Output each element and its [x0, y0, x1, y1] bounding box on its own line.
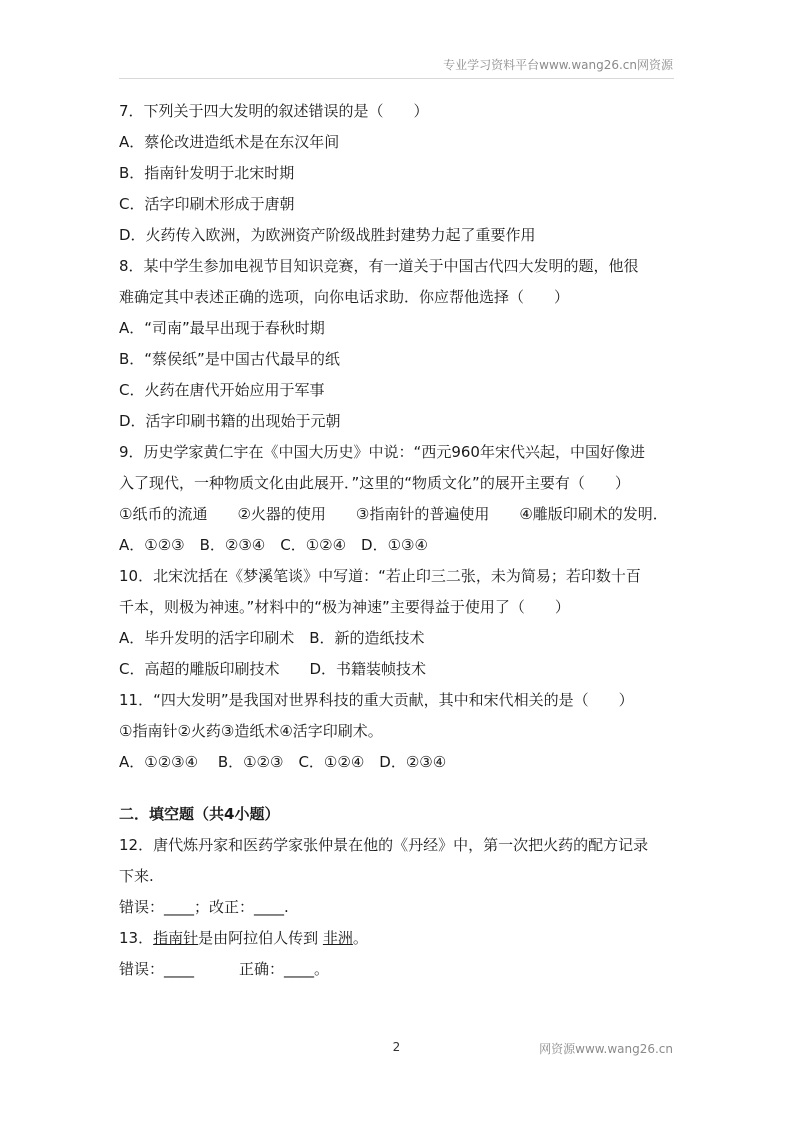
- q13-line1: [119, 923, 677, 954]
- q8-option-d: D．活字印刷书籍的出现始于元朝: [119, 412, 341, 430]
- q12-answer-line: 错误：____；改正：____.: [119, 898, 289, 916]
- q10-stem-line2: 千本，则极为神速。”材料中的“极为神速”主要得益于使用了（ ）: [119, 598, 570, 616]
- q9-stem-line1: 9．历史学家黄仁宇在《中国大历史》中说：“西元960年宋代兴起，中国好像进: [119, 443, 645, 461]
- q9-stem-line2: 入了现代，一种物质文化由此展开．”这里的“物质文化”的展开主要有（ ）: [119, 474, 630, 492]
- q13-end-mark: 。: [352, 929, 368, 947]
- q7-option-a: A．蔡伦改进造纸术是在东汉年间: [119, 133, 340, 151]
- footer-site-label: 网资源www.wang26.cn: [539, 1042, 673, 1056]
- q13-number: 13．: [119, 929, 154, 947]
- q8-option-b: B．“蔡侯纸”是中国古代最早的纸: [119, 350, 340, 368]
- q9-items: ①纸币的流通 ②火器的使用 ③指南针的普遍使用 ④雕版印刷术的发明．: [119, 505, 668, 523]
- q10-options-cd: C．高超的雕版印刷技术 D．书籍装帧技术: [119, 660, 427, 678]
- q13-answer-line: 错误：____ 正确：____。: [119, 960, 330, 978]
- q11-stem: 11．“四大发明”是我国对世界科技的重大贡献，其中和宋代相关的是（ ）: [119, 691, 634, 709]
- header-site-label: 专业学习资料平台www.wang26.cn网资源: [443, 58, 673, 72]
- q7-option-b: B．指南针发明于北宋时期: [119, 164, 295, 182]
- q10-options-ab: A．毕升发明的活字印刷术 B．新的造纸技术: [119, 629, 425, 647]
- q11-options: A．①②③④ B．①②③ C．①②④ D．②③④: [119, 753, 447, 771]
- q7-option-d: D．火药传入欧洲，为欧洲资产阶级战胜封建势力起了重要作用: [119, 226, 536, 244]
- q7-stem: 7．下列关于四大发明的叙述错误的是（ ）: [119, 102, 429, 120]
- section-gap: [119, 778, 677, 799]
- header-divider: [119, 78, 674, 79]
- q7-option-c: C．活字印刷术形成于唐朝: [119, 195, 295, 213]
- document-body: [119, 96, 677, 985]
- q10-stem-line1: 10．北宋沈括在《梦溪笔谈》中写道：“若止印三二张，未为简易；若印数十百: [119, 567, 641, 585]
- q11-items: ①指南针②火药③造纸术④活字印刷术。: [119, 722, 383, 740]
- q12-line2: 下来.: [119, 867, 154, 885]
- q8-stem-line2: 难确定其中表述正确的选项，向你电话求助．你应帮他选择（ ）: [119, 288, 570, 306]
- section-2-title: 二．填空题（共4小题）: [119, 805, 280, 823]
- q13-underlined-compass: 指南针: [153, 929, 199, 947]
- q9-options: A．①②③ B．②③④ C．①②④ D．①③④: [119, 536, 428, 554]
- q13-underlined-africa: 非洲: [322, 929, 353, 947]
- q12-line1: 12．唐代炼丹家和医药学家张仲景在他的《丹经》中，第一次把火药的配方记录: [119, 836, 649, 854]
- page-number: 2: [392, 1040, 401, 1054]
- q8-stem-line1: 8．某中学生参加电视节目知识竞赛，有一道关于中国古代四大发明的题，他很: [119, 257, 639, 275]
- q8-option-a: A．“司南”最早出现于春秋时期: [119, 319, 325, 337]
- q13-middle-text: 是由阿拉伯人传到: [198, 929, 323, 947]
- q8-option-c: C．火药在唐代开始应用于军事: [119, 381, 325, 399]
